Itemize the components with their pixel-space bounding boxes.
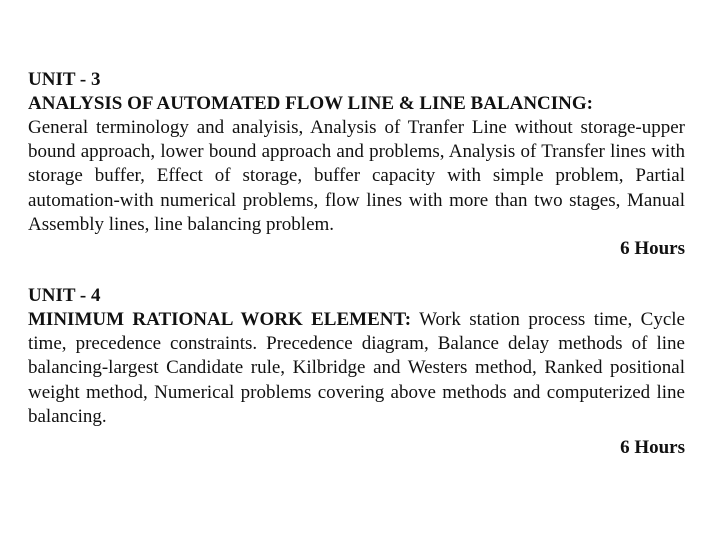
unit-3-heading: UNIT - 3	[28, 69, 101, 90]
unit-4-paragraph	[28, 308, 685, 429]
unit-4-title: MINIMUM RATIONAL WORK ELEMENT:	[28, 309, 412, 331]
unit-4-hours: 6 Hours	[620, 437, 685, 459]
unit-3-title: ANALYSIS OF AUTOMATED FLOW LINE & LINE BALANCING:	[28, 93, 593, 114]
unit-4-heading: UNIT - 4	[28, 285, 101, 307]
unit-3-body: General terminology and analyisis, Analysis of Tranfer Line without storage-upper bound approach, lower bound approach and problems, Analysis of Transfer lines with storage buffer, Effect of storage, buffer capacity with simple problem, Partial automation-with numerical problems, flow lines with more than two stages, Manual Assembly lines, line balancing problem.	[28, 117, 685, 235]
document-page	[28, 68, 685, 460]
unit-4-section	[28, 284, 685, 460]
unit-4-body: Work station process time, Cycle time, precedence constraints. Precedence diagram, Balance delay methods of line balancing-largest Candidate rule, Kilbridge and Westers method, Ranked positional weight method, Numerical problems covering above methods and computerized line balancing.	[28, 309, 685, 427]
unit-3-section	[28, 68, 685, 261]
unit-3-hours: 6 Hours	[620, 238, 685, 260]
